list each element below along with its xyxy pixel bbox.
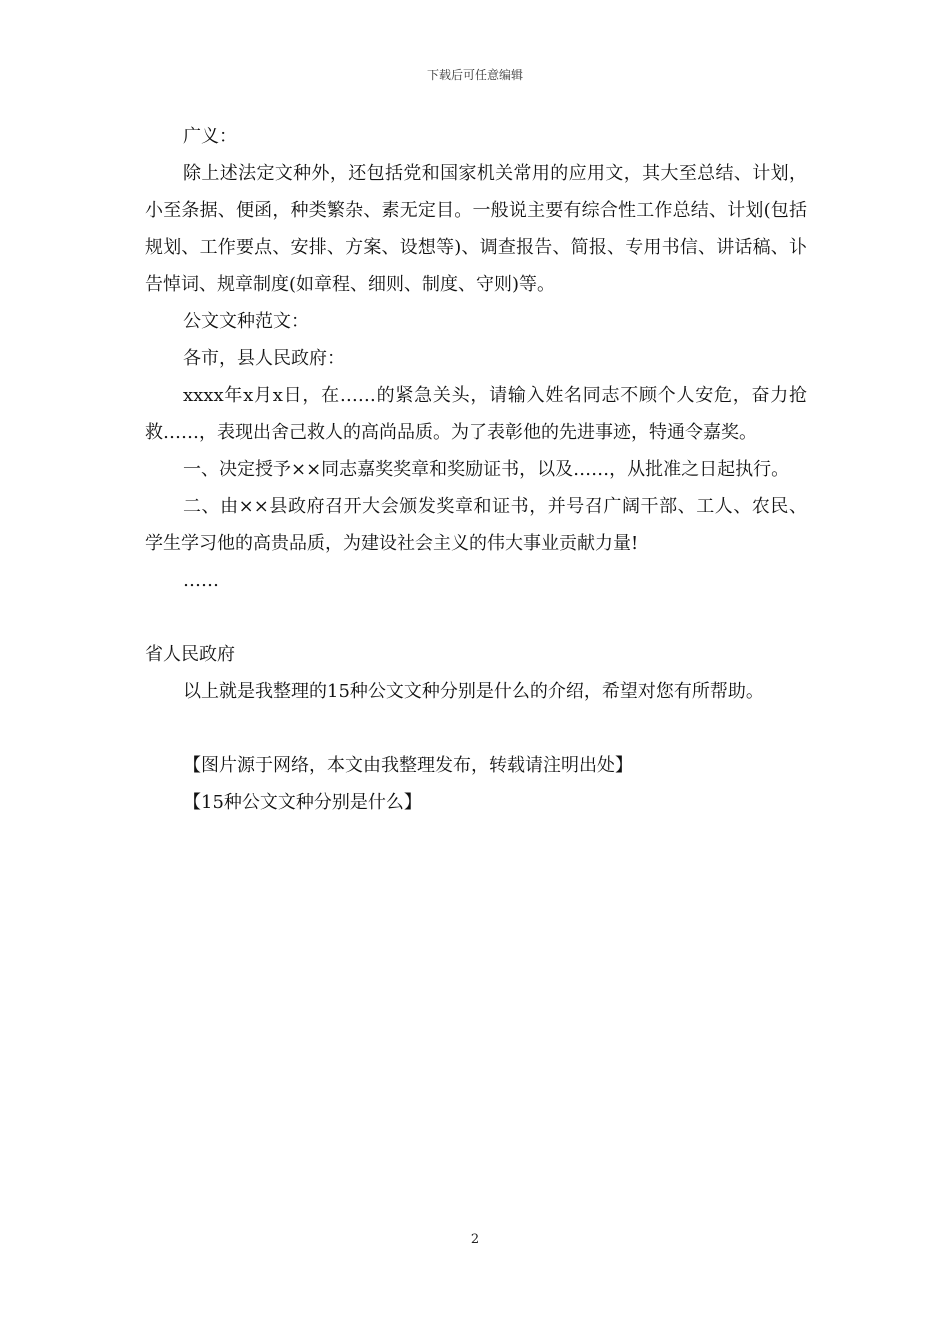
spacer <box>145 599 807 636</box>
paragraph-salutation: 各市，县人民政府： <box>183 348 345 369</box>
paragraph-item-two: 二、由××县政府召开大会颁发奖章和证书，并号召广阔干部、工人、农民、学生学习他的高贵品质，为建设社会主义的伟大事业贡献力量! <box>145 496 807 554</box>
paragraph-title-note: 【15种公文文种分别是什么】 <box>183 792 422 813</box>
page-number: 2 <box>470 1232 480 1247</box>
paragraph-broad-sense: 广义： <box>183 126 237 147</box>
paragraph-event: xxxx年x月x日，在……的紧急关头，请输入姓名同志不顾个人安危，奋力抢救……，表现出舍己救人的高尚品质。为了表彰他的先进事迹，特通令嘉奖。 <box>145 385 807 443</box>
spacer <box>145 710 807 747</box>
paragraph-signature: 省人民政府 <box>145 644 235 665</box>
paragraph-sample-heading: 公文文种范文： <box>183 311 309 332</box>
paragraph-ellipsis: …… <box>183 570 219 591</box>
paragraph-summary: 以上就是我整理的15种公文文种分别是什么的介绍，希望对您有所帮助。 <box>183 681 764 702</box>
document-body <box>145 118 807 821</box>
paragraph-other-documents: 除上述法定文种外，还包括党和国家机关常用的应用文，其大至总结、计划，小至条据、便函，种类繁杂、素无定目。一般说主要有综合性工作总结、计划(包括规划、工作要点、安排、方案、设想等)、调查报告、简报、专用书信、讲话稿、讣告悼词、规章制度(如章程、细则、制度、守则)等。 <box>145 163 807 295</box>
page-header-note: 下载后可任意编辑 <box>426 68 523 82</box>
paragraph-source-note: 【图片源于网络，本文由我整理发布，转载请注明出处】 <box>183 755 633 776</box>
paragraph-item-one: 一、决定授予××同志嘉奖奖章和奖励证书，以及……，从批准之日起执行。 <box>183 459 790 480</box>
